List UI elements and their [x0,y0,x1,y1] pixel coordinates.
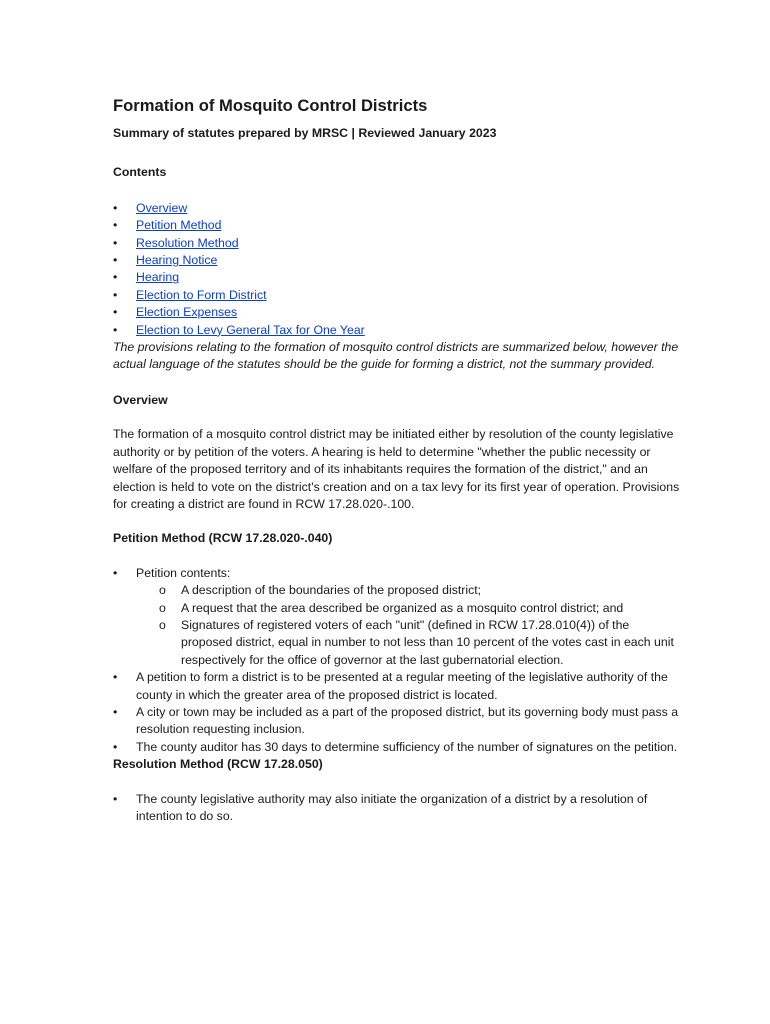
sublist-item: o A description of the boundaries of the proposed district; [136,582,683,599]
toc-link-overview[interactable]: Overview [136,200,188,215]
resolution-method-list [113,791,683,826]
petition-method-list [113,565,683,756]
list-item: • The county legislative authority may also initiate the organization of a district by a resolution of intention to do so. [113,791,683,826]
document-title: Formation of Mosquito Control Districts [113,96,428,115]
list-item [113,565,683,669]
toc-link-hearing[interactable]: Hearing [136,270,180,285]
overview-heading: Overview [113,392,168,407]
toc-link-resolution-method[interactable]: Resolution Method [136,235,239,250]
toc-item [113,217,683,234]
petition-contents-label: Petition contents: [136,565,231,580]
toc-link-election-expenses[interactable]: Election Expenses [136,305,238,320]
table-of-contents [113,200,683,339]
document-subtitle: Summary of statutes prepared by MRSC | Reviewed January 2023 [113,126,497,140]
toc-link-petition-method[interactable]: Petition Method [136,218,222,233]
intro-paragraph: The provisions relating to the formation of mosquito control districts are summarized below, however the actual language of the statutes should be the guide for forming a district, not the summary provided. [113,340,679,372]
toc-item [113,200,683,217]
document-page [113,95,683,825]
overview-paragraph: The formation of a mosquito control district may be initiated either by resolution of the county legislative authority or by petition of the voters. A hearing is held to determine "whether the public necessity or welfare of the proposed territory and of its inhabitants requires the formation of the district," and an election is held to vote on the district's creation and on a tax levy for its first year of operation. Provisions for creating a district are found in RCW 17.28.020-.100. [113,427,680,511]
toc-item [113,252,683,269]
list-item: • A petition to form a district is to be presented at a regular meeting of the legislative authority of the county in which the greater area of the proposed district is located. [113,669,683,704]
toc-link-election-to-form-district[interactable]: Election to Form District [136,287,267,302]
sublist-item: o Signatures of registered voters of each "unit" (defined in RCW 17.28.010(4)) of the proposed district, equal in number to not less than 10 percent of the votes cast in each unit respectively for the office of governor at the last gubernatorial election. [136,617,683,669]
toc-item [113,304,683,321]
sublist-item: o A request that the area described be organized as a mosquito control district; and [136,600,683,617]
toc-link-hearing-notice[interactable]: Hearing Notice [136,253,218,268]
toc-item [113,287,683,304]
toc-item [113,269,683,286]
list-item: • A city or town may be included as a part of the proposed district, but its governing body must pass a resolution requesting inclusion. [113,704,683,739]
petition-contents-sublist [136,582,683,669]
list-item: • The county auditor has 30 days to determine sufficiency of the number of signatures on the petition. [113,739,683,756]
contents-heading: Contents [113,165,167,180]
toc-item [113,322,683,339]
petition-method-heading: Petition Method (RCW 17.28.020-.040) [113,531,333,546]
toc-link-election-to-levy-tax[interactable]: Election to Levy General Tax for One Year [136,322,365,337]
toc-item [113,235,683,252]
resolution-method-heading: Resolution Method (RCW 17.28.050) [113,757,323,772]
